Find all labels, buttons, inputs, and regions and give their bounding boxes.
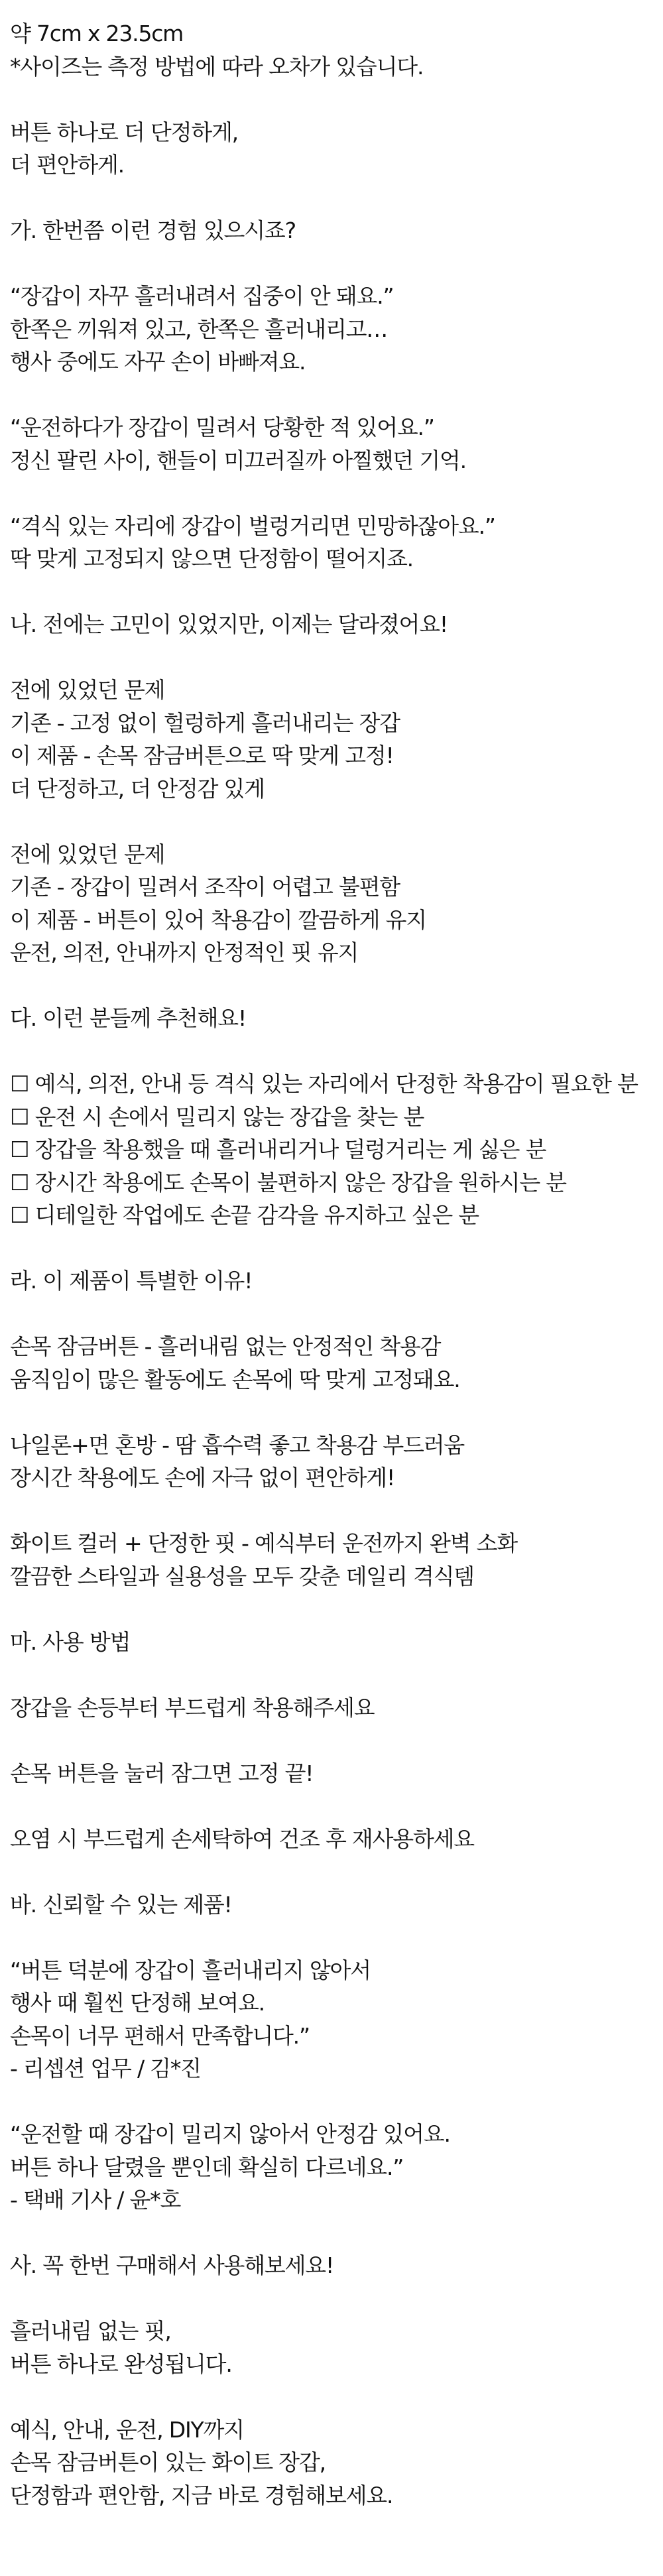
- text-line: “운전할 때 장갑이 밀리지 않아서 안정감 있어요.: [10, 2121, 450, 2147]
- text-line: 손목 잠금버튼이 있는 화이트 장갑,: [10, 2449, 326, 2475]
- text-line: 예식, 안내, 운전, DIY까지: [10, 2416, 244, 2443]
- text-line: 장갑을 손등부터 부드럽게 착용해주세요: [10, 1694, 375, 1721]
- text-line: 나. 전에는 고민이 있었지만, 이제는 달라졌어요!: [10, 611, 448, 637]
- text-line: “운전하다가 장갑이 밀려서 당황한 적 있어요.”: [10, 414, 434, 440]
- text-paragraph: [10, 280, 663, 379]
- text-line: 라. 이 제품이 특별한 이유!: [10, 1268, 253, 1294]
- text-paragraph: [10, 1527, 663, 1593]
- text-line: 손목 버튼을 눌러 잠그면 고정 끝!: [10, 1760, 314, 1786]
- text-paragraph: [10, 116, 663, 182]
- text-line: “격식 있는 자리에 장갑이 벌렁거리면 민망하잖아요.”: [10, 513, 495, 539]
- text-line: 나일론+면 혼방 - 땀 흡수력 좋고 착용감 부드러움: [10, 1432, 465, 1458]
- text-line: - 택배 기사 / 윤*호: [10, 2187, 181, 2213]
- text-paragraph: [10, 1068, 663, 1232]
- text-paragraph: [10, 2315, 663, 2380]
- text-line: 바. 신뢰할 수 있는 제품!: [10, 1891, 232, 1918]
- text-line: 버튼 하나 달렸을 뿐인데 확실히 다르네요.”: [10, 2154, 404, 2180]
- text-line: ☐ 장갑을 착용했을 때 흘러내리거나 덜렁거리는 게 싫은 분: [10, 1136, 546, 1162]
- text-paragraph: [10, 608, 663, 641]
- text-line: “버튼 덕분에 장갑이 흘러내리지 않아서: [10, 1957, 371, 1983]
- text-paragraph: [10, 1626, 663, 1659]
- text-line: 손목 잠금버튼 - 흘러내림 없는 안정적인 착용감: [10, 1333, 441, 1359]
- text-line: - 리셉션 업무 / 김*진: [10, 2055, 201, 2081]
- text-line: 깔끔한 스타일과 실용성을 모두 갖춘 데일리 격식템: [10, 1563, 474, 1589]
- text-line: 더 편안하게.: [10, 152, 124, 178]
- text-paragraph: [10, 17, 663, 83]
- text-line: ☐ 디테일한 작업에도 손끝 감각을 유지하고 싶은 분: [10, 1202, 479, 1228]
- text-line: 운전, 의전, 안내까지 안정적인 핏 유지: [10, 940, 359, 965]
- text-line: 장시간 착용에도 손에 자극 없이 편안하게!: [10, 1465, 395, 1491]
- text-line: 버튼 하나로 완성됩니다.: [10, 2351, 232, 2377]
- text-line: 흘러내림 없는 핏,: [10, 2318, 171, 2344]
- text-paragraph: [10, 214, 663, 247]
- text-paragraph: [10, 1823, 663, 1856]
- text-paragraph: [10, 510, 663, 576]
- text-paragraph: [10, 1429, 663, 1495]
- text-paragraph: [10, 1264, 663, 1298]
- text-line: 가. 한번쯤 이런 경험 있으시죠?: [10, 217, 296, 243]
- text-paragraph: [10, 1757, 663, 1790]
- text-line: ☐ 예식, 의전, 안내 등 격식 있는 자리에서 단정한 착용감이 필요한 분: [10, 1071, 638, 1097]
- text-paragraph: [10, 2118, 663, 2217]
- text-paragraph: [10, 1330, 663, 1396]
- text-paragraph: [10, 674, 663, 805]
- text-line: 기존 - 장갑이 밀려서 조작이 어렵고 불편함: [10, 874, 400, 900]
- text-line: 한쪽은 끼워져 있고, 한쪽은 흘러내리고…: [10, 316, 388, 342]
- text-line: 손목이 너무 편해서 만족합니다.”: [10, 2022, 310, 2049]
- text-line: 약 7cm x 23.5cm: [10, 21, 184, 46]
- text-paragraph: [10, 2414, 663, 2512]
- text-line: 마. 사용 방법: [10, 1628, 131, 1655]
- text-line: 단정함과 편안함, 지금 바로 경험해보세요.: [10, 2482, 393, 2508]
- text-line: 행사 때 훨씬 단정해 보여요.: [10, 1990, 265, 2016]
- text-line: ☐ 운전 시 손에서 밀리지 않는 장갑을 찾는 분: [10, 1103, 424, 1130]
- text-line: 전에 있었던 문제: [10, 677, 165, 703]
- text-line: “장갑이 자꾸 흘러내려서 집중이 안 돼요.”: [10, 283, 394, 309]
- text-paragraph: [10, 411, 663, 477]
- text-line: 이 제품 - 손목 잠금버튼으로 딱 맞게 고정!: [10, 743, 394, 768]
- text-paragraph: [10, 1002, 663, 1035]
- text-line: 오염 시 부드럽게 손세탁하여 건조 후 재사용하세요: [10, 1825, 474, 1852]
- text-paragraph: [10, 1954, 663, 2085]
- text-line: 전에 있었던 문제: [10, 841, 165, 867]
- text-paragraph: [10, 1691, 663, 1725]
- text-line: 더 단정하고, 더 안정감 있게: [10, 775, 265, 802]
- text-line: 이 제품 - 버튼이 있어 착용감이 깔끔하게 유지: [10, 906, 426, 933]
- text-line: 정신 팔린 사이, 핸들이 미끄러질까 아찔했던 기억.: [10, 447, 466, 473]
- text-line: 기존 - 고정 없이 헐렁하게 흘러내리는 장갑: [10, 709, 400, 736]
- text-paragraph: [10, 1888, 663, 1922]
- text-line: ☐ 장시간 착용에도 손목이 불편하지 않은 장갑을 원하시는 분: [10, 1169, 566, 1196]
- text-line: 화이트 컬러 + 단정한 핏 - 예식부터 운전까지 완벽 소화: [10, 1530, 518, 1556]
- text-line: 다. 이런 분들께 추천해요!: [10, 1005, 246, 1031]
- text-paragraph: [10, 2249, 663, 2282]
- text-line: 버튼 하나로 더 단정하게,: [10, 119, 238, 145]
- text-line: 딱 맞게 고정되지 않으면 단정함이 떨어지죠.: [10, 546, 413, 572]
- text-line: 사. 꼭 한번 구매해서 사용해보세요!: [10, 2252, 333, 2278]
- text-line: 행사 중에도 자꾸 손이 바빠져요.: [10, 349, 306, 375]
- text-paragraph: [10, 838, 663, 969]
- text-line: 움직임이 많은 활동에도 손목에 딱 맞게 고정돼요.: [10, 1366, 460, 1392]
- text-line: *사이즈는 측정 방법에 따라 오차가 있습니다.: [10, 53, 424, 80]
